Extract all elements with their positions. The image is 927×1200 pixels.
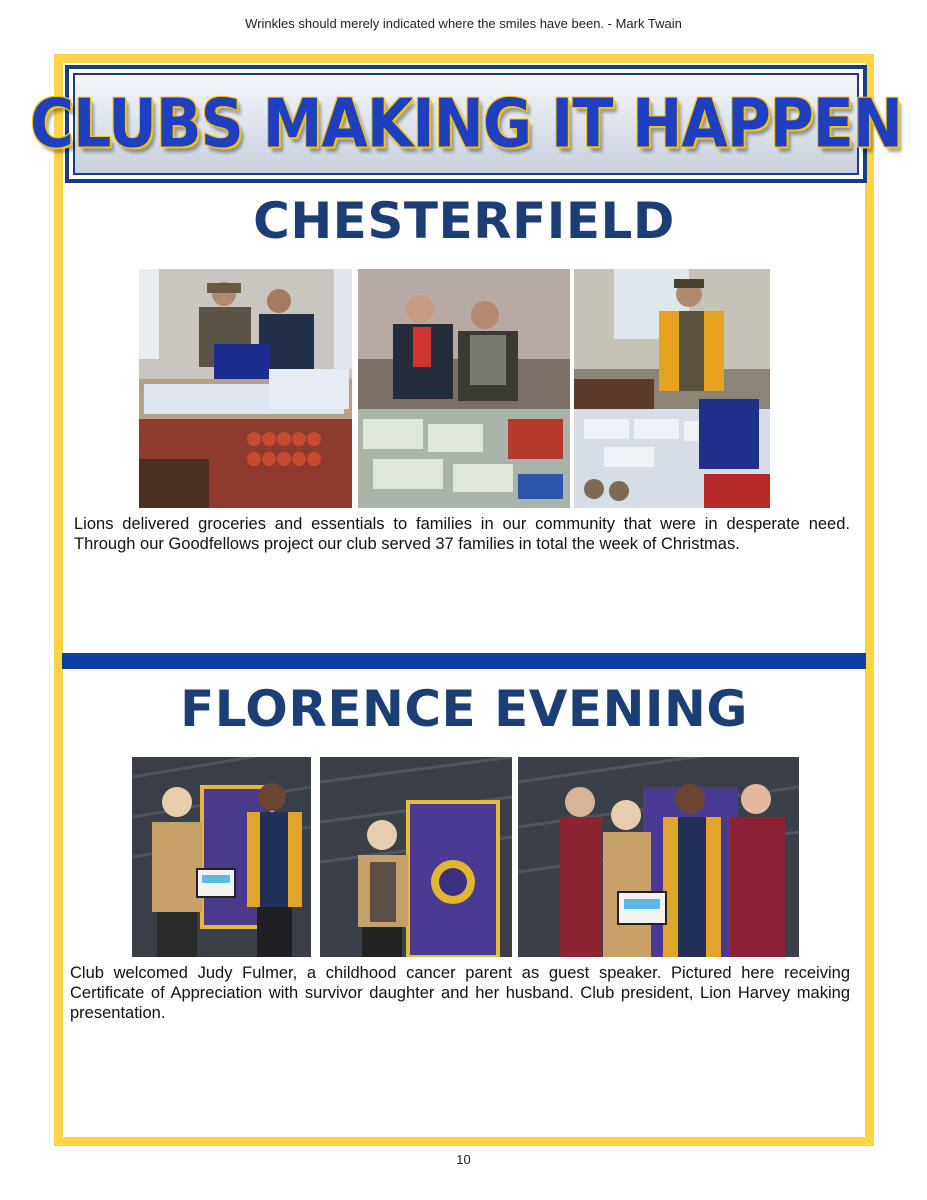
section-title-florence-evening: FLORENCE EVENING: [180, 680, 748, 738]
banner: [30, 65, 902, 183]
certificate-presentation-photo: [132, 757, 311, 957]
chesterfield-description: Lions delivered groceries and essentials to families in our community that were in desperate need. Through our Goodfellows project our club served 37 families in total the week of Christmas.: [74, 515, 850, 553]
group-photo: [518, 757, 799, 957]
grocery-bagging-photo: [139, 269, 352, 508]
banner-inner: [30, 73, 902, 175]
page-quote: Wrinkles should merely indicated where the smiles have been. - Mark Twain: [245, 16, 682, 31]
canned-goods-photo: [574, 269, 770, 508]
food-sorting-photo: [358, 269, 570, 508]
guest-speaker-photo: [320, 757, 512, 957]
page-number: 10: [456, 1152, 471, 1167]
florence-evening-description: Club welcomed Judy Fulmer, a childhood cancer parent as guest speaker. Pictured here receiving Certificate of Appreciation with survivor daughter and her husband. Club president, Lion Harvey making presentation.: [70, 964, 850, 1022]
banner-title: CLUBS MAKING IT HAPPEN: [30, 84, 902, 164]
section-title-chesterfield: CHESTERFIELD: [253, 192, 675, 250]
section-divider: [62, 653, 866, 669]
